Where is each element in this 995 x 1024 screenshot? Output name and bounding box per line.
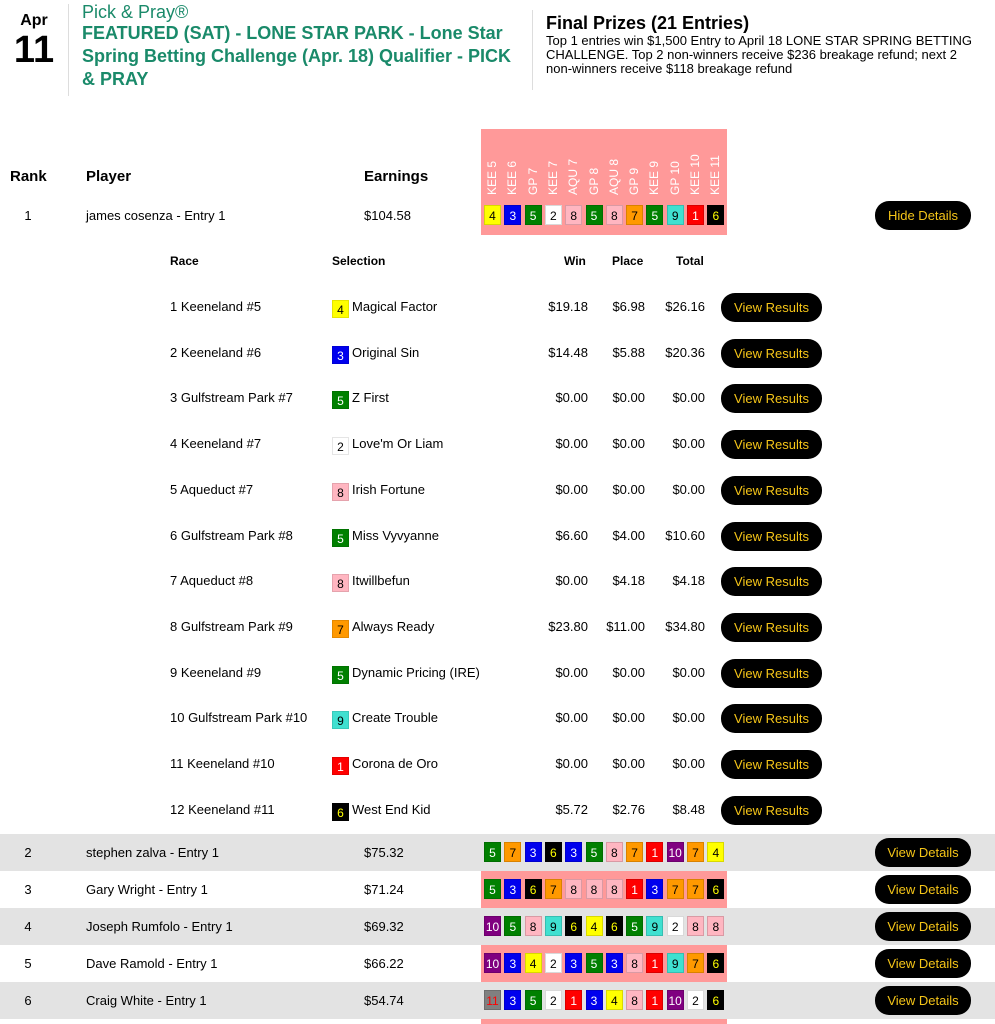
post-position-badge: 5 bbox=[484, 842, 501, 862]
entry-earnings: $75.32 bbox=[364, 845, 404, 860]
leaderboard-row bbox=[0, 945, 995, 982]
detail-win: $0.00 bbox=[555, 756, 588, 771]
detail-row bbox=[0, 514, 995, 560]
detail-row bbox=[0, 468, 995, 514]
post-position-badge: 3 bbox=[606, 953, 623, 973]
post-position-badge: 4 bbox=[586, 916, 603, 936]
detail-row bbox=[0, 605, 995, 651]
post-position-badge: 3 bbox=[504, 205, 521, 225]
post-position-badge: 5 bbox=[626, 916, 643, 936]
detail-race: 4 Keeneland #7 bbox=[170, 436, 262, 452]
view-results-button[interactable]: View Results bbox=[721, 567, 822, 596]
hide-details-button[interactable]: Hide Details bbox=[875, 201, 971, 230]
post-position-badge: 6 bbox=[545, 842, 562, 862]
entry-earnings: $71.24 bbox=[364, 882, 404, 897]
entry-rank: 3 bbox=[24, 882, 32, 897]
post-position-badge: 3 bbox=[586, 990, 603, 1010]
race-header-label: GP 9 bbox=[627, 167, 642, 195]
post-position-badge: 4 bbox=[525, 953, 542, 973]
header-divider bbox=[532, 10, 533, 90]
post-position-badge: 7 bbox=[504, 842, 521, 862]
entry-rank: 2 bbox=[24, 845, 32, 860]
post-position-badge: 6 bbox=[707, 953, 724, 973]
detail-place: $4.18 bbox=[612, 573, 645, 589]
entry-rank: 4 bbox=[24, 919, 32, 934]
race-header-label: GP 10 bbox=[667, 161, 682, 195]
post-position-badge: 7 bbox=[626, 842, 643, 862]
detail-race: 9 Keeneland #9 bbox=[170, 664, 262, 680]
entry-player: james cosenza - Entry 1 bbox=[86, 208, 226, 223]
view-results-button[interactable]: View Results bbox=[721, 384, 822, 413]
race-header-label: KEE 7 bbox=[545, 160, 560, 195]
detail-total: $34.80 bbox=[665, 618, 705, 634]
detail-race: 10 Gulfstream Park #10 bbox=[170, 710, 308, 726]
detail-horse-name: Dynamic Pricing (IRE) bbox=[352, 664, 480, 680]
detail-row bbox=[0, 742, 995, 788]
earnings-column-header: Earnings bbox=[364, 168, 429, 185]
leaderboard-row bbox=[0, 197, 995, 234]
contest-brand: Pick & Pray® bbox=[82, 2, 189, 22]
post-position-badge: 1 bbox=[646, 990, 663, 1010]
detail-win: $14.48 bbox=[548, 344, 588, 360]
post-position-badge: 4 bbox=[606, 990, 623, 1010]
detail-place-header: Place bbox=[612, 254, 644, 268]
detail-win: $0.00 bbox=[555, 390, 588, 406]
detail-win: $23.80 bbox=[548, 618, 588, 634]
detail-race: 7 Aqueduct #8 bbox=[170, 573, 254, 589]
detail-race: 8 Gulfstream Park #9 bbox=[170, 618, 293, 634]
event-day: 11 bbox=[13, 29, 55, 71]
detail-row bbox=[0, 559, 995, 605]
post-position-badge: 6 bbox=[707, 879, 724, 899]
post-position-badge: 2 bbox=[687, 990, 704, 1010]
view-details-button[interactable]: View Details bbox=[875, 986, 971, 1015]
detail-place: $5.88 bbox=[612, 344, 645, 360]
detail-row bbox=[0, 651, 995, 697]
detail-race: 6 Gulfstream Park #8 bbox=[170, 527, 293, 543]
post-position-badge: 5 bbox=[525, 205, 542, 225]
post-position-badge: 9 bbox=[667, 953, 684, 973]
post-position-badge: 8 bbox=[586, 879, 603, 899]
post-position-badge: 11 bbox=[484, 990, 501, 1010]
view-results-button[interactable]: View Results bbox=[721, 476, 822, 505]
event-date bbox=[10, 12, 58, 70]
post-position-badge: 6 bbox=[525, 879, 542, 899]
post-position-badge: 5 bbox=[484, 879, 501, 899]
post-position-badge: 2 bbox=[545, 990, 562, 1010]
post-position-badge: 6 bbox=[707, 205, 724, 225]
detail-race-header: Race bbox=[170, 254, 199, 268]
detail-horse-name: West End Kid bbox=[352, 801, 431, 817]
post-position-badge: 1 bbox=[332, 757, 349, 775]
detail-place: $11.00 bbox=[606, 618, 645, 634]
detail-win: $5.72 bbox=[555, 801, 588, 817]
post-position-badge: 5 bbox=[332, 666, 349, 684]
post-position-badge: 3 bbox=[504, 879, 521, 899]
detail-horse-name: Z First bbox=[352, 390, 389, 406]
detail-race: 5 Aqueduct #7 bbox=[170, 481, 254, 497]
post-position-badge: 6 bbox=[707, 990, 724, 1010]
post-position-badge: 6 bbox=[332, 803, 349, 821]
post-position-badge: 4 bbox=[484, 205, 501, 225]
race-header-label: KEE 11 bbox=[708, 155, 723, 195]
post-position-badge: 1 bbox=[626, 879, 643, 899]
leaderboard-row bbox=[0, 982, 995, 1019]
post-position-badge: 5 bbox=[332, 391, 349, 409]
detail-win: $19.18 bbox=[548, 299, 588, 314]
event-title bbox=[82, 2, 522, 91]
final-prizes-description: Top 1 entries win $1,500 Entry to April 18 LONE STAR SPRING BETTING CHALLENGE. Top 2 non-winners receive $236 breakage refund; next 2 non-winners receive $118 breakage refund bbox=[546, 33, 973, 76]
post-position-badge: 6 bbox=[565, 916, 582, 936]
entry-selections bbox=[481, 879, 727, 901]
entry-earnings: $104.58 bbox=[364, 208, 411, 223]
post-position-badge: 8 bbox=[687, 916, 704, 936]
view-results-button[interactable]: View Results bbox=[721, 796, 822, 825]
entry-player: Gary Wright - Entry 1 bbox=[86, 882, 208, 897]
race-header-label: AQU 8 bbox=[606, 158, 621, 195]
post-position-badge: 7 bbox=[626, 205, 643, 225]
detail-place: $0.00 bbox=[612, 481, 645, 497]
detail-row bbox=[0, 285, 995, 331]
post-position-badge: 5 bbox=[646, 205, 663, 225]
post-position-badge: 8 bbox=[626, 953, 643, 973]
post-position-badge: 3 bbox=[504, 953, 521, 973]
post-position-badge: 9 bbox=[667, 205, 684, 225]
rank-column-header: Rank bbox=[10, 168, 47, 185]
post-position-badge: 1 bbox=[687, 205, 704, 225]
view-results-button[interactable]: View Results bbox=[721, 293, 822, 322]
post-position-badge: 10 bbox=[484, 953, 501, 973]
detail-row bbox=[0, 331, 995, 377]
race-headers bbox=[481, 135, 727, 195]
detail-total: $26.16 bbox=[665, 299, 705, 314]
detail-horse-name: Miss Vyvyanne bbox=[352, 527, 439, 543]
player-column-header: Player bbox=[86, 168, 132, 185]
view-results-button[interactable]: View Results bbox=[721, 659, 822, 688]
entry-selections bbox=[481, 953, 727, 975]
post-position-badge: 3 bbox=[525, 842, 542, 862]
post-position-badge: 5 bbox=[586, 205, 603, 225]
detail-horse-name: Create Trouble bbox=[352, 710, 438, 726]
post-position-badge: 7 bbox=[687, 842, 704, 862]
post-position-badge: 9 bbox=[545, 916, 562, 936]
view-results-button[interactable]: View Results bbox=[721, 339, 822, 368]
view-details-button[interactable]: View Details bbox=[875, 949, 971, 978]
detail-win: $0.00 bbox=[555, 710, 588, 726]
post-position-badge: 3 bbox=[332, 346, 349, 364]
detail-row bbox=[0, 422, 995, 468]
post-position-badge: 5 bbox=[586, 842, 603, 862]
post-position-badge: 10 bbox=[484, 916, 501, 936]
header-divider bbox=[68, 4, 69, 96]
entry-player: stephen zalva - Entry 1 bbox=[86, 845, 219, 860]
final-prizes bbox=[546, 12, 986, 76]
detail-total: $0.00 bbox=[672, 436, 705, 452]
detail-horse-name: Love'm Or Liam bbox=[352, 436, 444, 452]
view-results-button[interactable]: View Results bbox=[721, 613, 822, 642]
post-position-badge: 8 bbox=[606, 205, 623, 225]
leaderboard-row bbox=[0, 834, 995, 871]
post-position-badge: 7 bbox=[545, 879, 562, 899]
post-position-badge: 1 bbox=[565, 990, 582, 1010]
detail-total: $0.00 bbox=[672, 664, 705, 680]
detail-row bbox=[0, 788, 995, 834]
post-position-badge: 3 bbox=[565, 953, 582, 973]
detail-total: $8.48 bbox=[672, 801, 705, 817]
detail-win: $6.60 bbox=[555, 527, 588, 543]
detail-win: $0.00 bbox=[555, 436, 588, 452]
detail-win: $0.00 bbox=[555, 664, 588, 680]
entry-rank: 5 bbox=[24, 956, 32, 971]
detail-total: $4.18 bbox=[672, 573, 705, 589]
post-position-badge: 5 bbox=[586, 953, 603, 973]
view-results-button[interactable]: View Results bbox=[721, 704, 822, 733]
detail-horse-name: Corona de Oro bbox=[352, 756, 438, 771]
post-position-badge: 8 bbox=[332, 483, 349, 501]
post-position-badge: 8 bbox=[606, 879, 623, 899]
entry-earnings: $69.32 bbox=[364, 919, 404, 934]
view-results-button[interactable]: View Results bbox=[721, 522, 822, 551]
post-position-badge: 9 bbox=[646, 916, 663, 936]
detail-place: $4.00 bbox=[612, 527, 645, 543]
post-position-badge: 4 bbox=[707, 842, 724, 862]
post-position-badge: 3 bbox=[646, 879, 663, 899]
detail-race: 2 Keeneland #6 bbox=[170, 344, 262, 360]
post-position-badge: 2 bbox=[545, 953, 562, 973]
view-results-button[interactable]: View Results bbox=[721, 750, 822, 779]
view-details-button[interactable]: View Details bbox=[875, 838, 971, 867]
detail-total: $0.00 bbox=[672, 710, 705, 726]
detail-total: $0.00 bbox=[672, 756, 705, 771]
post-position-badge: 7 bbox=[687, 953, 704, 973]
post-position-badge: 8 bbox=[525, 916, 542, 936]
post-position-badge: 3 bbox=[565, 842, 582, 862]
detail-place: $0.00 bbox=[612, 664, 645, 680]
detail-race: 11 Keeneland #10 bbox=[170, 756, 275, 771]
race-header-label: KEE 6 bbox=[505, 160, 520, 195]
detail-win: $0.00 bbox=[555, 573, 588, 589]
detail-selection-header: Selection bbox=[332, 254, 386, 268]
race-header-label: KEE 9 bbox=[647, 160, 662, 195]
race-header-label: GP 7 bbox=[525, 167, 540, 195]
entry-player: Dave Ramold - Entry 1 bbox=[86, 956, 218, 971]
detail-place: $0.00 bbox=[612, 756, 645, 771]
final-prizes-title: Final Prizes (21 Entries) bbox=[546, 13, 750, 33]
detail-race: 1 Keeneland #5 bbox=[170, 299, 262, 314]
post-position-badge: 5 bbox=[332, 529, 349, 547]
detail-horse-name: Original Sin bbox=[352, 344, 420, 360]
detail-win: $0.00 bbox=[555, 481, 588, 497]
entry-rank: 6 bbox=[24, 993, 32, 1008]
detail-total: $0.00 bbox=[672, 481, 705, 497]
post-position-badge: 8 bbox=[332, 574, 349, 592]
post-position-badge: 8 bbox=[626, 990, 643, 1010]
detail-race: 3 Gulfstream Park #7 bbox=[170, 390, 293, 406]
event-month: Apr bbox=[20, 12, 48, 29]
post-position-badge: 7 bbox=[332, 620, 349, 638]
post-position-badge: 5 bbox=[504, 916, 521, 936]
race-header-label: AQU 7 bbox=[566, 158, 581, 195]
post-position-badge: 2 bbox=[332, 437, 349, 455]
post-position-badge: 2 bbox=[667, 916, 684, 936]
view-details-button[interactable]: View Details bbox=[875, 875, 971, 904]
detail-race: 12 Keeneland #11 bbox=[170, 801, 275, 817]
race-header-label: KEE 5 bbox=[485, 160, 499, 195]
view-details-button[interactable]: View Details bbox=[875, 912, 971, 941]
detail-horse-name: Irish Fortune bbox=[352, 481, 425, 497]
post-position-badge: 7 bbox=[667, 879, 684, 899]
detail-win-header: Win bbox=[564, 254, 586, 268]
post-position-badge: 9 bbox=[332, 711, 349, 729]
entry-selections bbox=[481, 205, 727, 227]
post-position-badge: 4 bbox=[332, 300, 349, 318]
entry-player: Joseph Rumfolo - Entry 1 bbox=[86, 919, 233, 934]
post-position-badge: 1 bbox=[646, 842, 663, 862]
post-position-badge: 8 bbox=[565, 879, 582, 899]
post-position-badge: 7 bbox=[687, 879, 704, 899]
contest-name: FEATURED (SAT) - LONE STAR PARK - Lone Star Spring Betting Challenge (Apr. 18) Qualifier - PICK & PRAY bbox=[82, 23, 512, 89]
detail-total: $20.36 bbox=[665, 344, 705, 360]
detail-total: $10.60 bbox=[665, 527, 705, 543]
view-results-button[interactable]: View Results bbox=[721, 430, 822, 459]
leaderboard-row bbox=[0, 908, 995, 945]
detail-place: $2.76 bbox=[612, 801, 645, 817]
entry-earnings: $54.74 bbox=[364, 993, 404, 1008]
detail-horse-name: Itwillbefun bbox=[352, 573, 410, 589]
detail-place: $6.98 bbox=[612, 299, 645, 314]
post-position-badge: 8 bbox=[565, 205, 582, 225]
detail-place: $0.00 bbox=[612, 390, 645, 406]
detail-total-header: Total bbox=[676, 254, 704, 268]
detail-place: $0.00 bbox=[612, 436, 645, 452]
entry-rank: 1 bbox=[24, 208, 32, 223]
detail-place: $0.00 bbox=[612, 710, 645, 726]
post-position-badge: 3 bbox=[504, 990, 521, 1010]
entry-selections bbox=[481, 990, 727, 1012]
detail-horse-name: Magical Factor bbox=[352, 299, 438, 314]
leaderboard-row bbox=[0, 871, 995, 908]
post-position-badge: 5 bbox=[525, 990, 542, 1010]
post-position-badge: 8 bbox=[707, 916, 724, 936]
entry-earnings: $66.22 bbox=[364, 956, 404, 971]
detail-horse-name: Always Ready bbox=[352, 618, 435, 634]
post-position-badge: 8 bbox=[606, 842, 623, 862]
post-position-badge: 6 bbox=[606, 916, 623, 936]
post-position-badge: 2 bbox=[545, 205, 562, 225]
entry-selections bbox=[481, 842, 727, 864]
entry-selections bbox=[481, 916, 727, 938]
detail-row bbox=[0, 376, 995, 422]
race-header-label: GP 8 bbox=[586, 167, 601, 195]
post-position-badge: 10 bbox=[667, 990, 684, 1010]
post-position-badge: 10 bbox=[667, 842, 684, 862]
detail-total: $0.00 bbox=[672, 390, 705, 406]
detail-row bbox=[0, 696, 995, 742]
post-position-badge: 1 bbox=[646, 953, 663, 973]
entry-player: Craig White - Entry 1 bbox=[86, 993, 207, 1008]
race-header-label: KEE 10 bbox=[688, 154, 702, 195]
